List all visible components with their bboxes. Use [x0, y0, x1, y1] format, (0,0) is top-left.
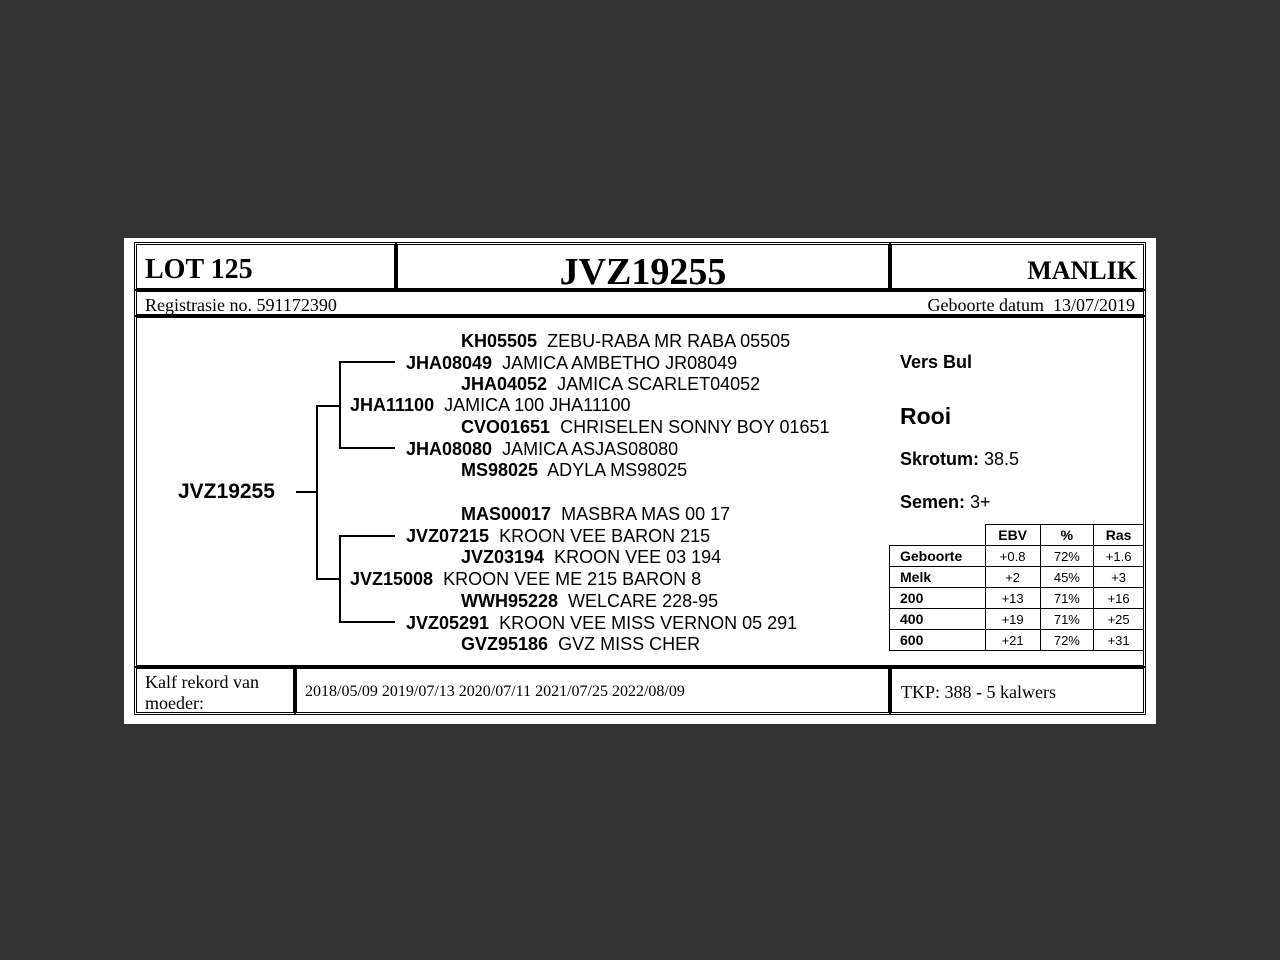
ebv-breed-average: +31: [1094, 630, 1144, 651]
pedigree-name: WELCARE 228-95: [568, 591, 719, 611]
pedigree-entry: [461, 374, 760, 395]
pedigree-name: JAMICA SCARLET04052: [557, 374, 761, 394]
calf-record-cell: [294, 666, 891, 715]
pedigree-code: JHA11100: [350, 395, 435, 415]
pedigree-entry: [461, 591, 718, 612]
ebv-row-label: 400: [890, 609, 986, 630]
ebv-accuracy: 71%: [1040, 588, 1094, 609]
pedigree-entry: [461, 460, 687, 481]
registration-label: Registrasie no.: [145, 295, 252, 315]
pedigree-entry: [406, 613, 797, 634]
pedigree-code: JHA08080: [406, 439, 493, 459]
subject-connector: [296, 491, 316, 493]
ebv-row: [890, 609, 1144, 630]
pedigree-subject: JVZ19255: [178, 480, 275, 503]
lot-number: LOT 125: [145, 254, 253, 285]
dam-connector: [316, 578, 340, 580]
pedigree-code: KH05505: [461, 331, 538, 351]
ebv-breed-average: +1.6: [1094, 546, 1144, 567]
pedigree-code: CVO01651: [461, 417, 551, 437]
sire-connector: [316, 405, 340, 407]
registration-number: 591172390: [256, 295, 337, 315]
pedigree-code: JHA04052: [461, 374, 548, 394]
ebv-header-row: [890, 525, 1144, 546]
ebv-value: +2: [985, 567, 1040, 588]
scrotum-label: Skrotum:: [900, 449, 980, 469]
pedigree-code: GVZ95186: [461, 634, 549, 654]
calf-record-label-line1: Kalf rekord van: [145, 672, 259, 692]
ebv-row-label: Melk: [890, 567, 986, 588]
pedigree-name: KROON VEE 03 194: [554, 547, 722, 567]
ebv-breed-average: +3: [1094, 567, 1144, 588]
pedigree-code: JVZ03194: [461, 547, 545, 567]
pedigree-entry: [406, 439, 678, 460]
pedigree-name: GVZ MISS CHER: [558, 634, 701, 654]
birth-info: [928, 295, 1135, 316]
ebv-accuracy: 72%: [1040, 630, 1094, 651]
sex-cell: [889, 242, 1146, 291]
pedigree-name: JAMICA AMBETHO JR08049: [502, 353, 738, 373]
ebv-row: [890, 567, 1144, 588]
pedigree-entry: [461, 547, 721, 568]
pedigree-entry: [461, 331, 790, 352]
calf-record-label-line2: moeder:: [145, 693, 204, 713]
ebv-header: %: [1040, 525, 1094, 546]
pedigree-code: JVZ15008: [350, 569, 434, 589]
tkp-cell: [889, 666, 1146, 715]
pedigree-name: KROON VEE BARON 215: [499, 526, 711, 546]
sex-label: MANLIK: [1027, 256, 1137, 285]
animal-type: Vers Bul: [900, 352, 973, 372]
pedigree-code: MAS00017: [461, 504, 552, 524]
ebv-row: [890, 588, 1144, 609]
ebv-row-label: 600: [890, 630, 986, 651]
scrotum-info: [900, 449, 1019, 470]
calf-record-dates: 2018/05/09 2019/07/13 2020/07/11 2021/07/25 2022/08/09: [305, 683, 685, 700]
ebv-accuracy: 45%: [1040, 567, 1094, 588]
semen-value: 3+: [970, 492, 991, 512]
ebv-header: Ras: [1094, 525, 1144, 546]
pedigree-name: KROON VEE ME 215 BARON 8: [443, 569, 702, 589]
semen-label: Semen:: [900, 492, 966, 512]
ebv-row: [890, 546, 1144, 567]
dam-dam-connector: [339, 621, 395, 623]
birth-date-label: Geboorte datum: [927, 295, 1044, 315]
animal-id-title: JVZ19255: [559, 251, 727, 293]
registration-row: [134, 289, 1146, 317]
pedigree-entry: [406, 353, 737, 374]
ebv-header-blank: [890, 525, 986, 546]
pedigree-code: JVZ05291: [406, 613, 490, 633]
scrotum-value: 38.5: [984, 449, 1020, 469]
pedigree-name: JAMICA ASJAS08080: [502, 439, 679, 459]
pedigree-name: KROON VEE MISS VERNON 05 291: [499, 613, 798, 633]
parents-bracket: [316, 405, 318, 580]
lot-card: [124, 238, 1156, 724]
pedigree-code: MS98025: [461, 460, 539, 480]
birth-date: 13/07/2019: [1052, 295, 1135, 315]
dam-bracket: [339, 535, 341, 623]
lot-cell: [134, 242, 397, 291]
dam-sire-connector: [339, 535, 395, 537]
ebv-accuracy: 72%: [1040, 546, 1094, 567]
pedigree-name: MASBRA MAS 00 17: [561, 504, 731, 524]
ebv-value: +19: [985, 609, 1040, 630]
pedigree-code: JVZ07215: [406, 526, 490, 546]
pedigree-entry: [350, 569, 701, 590]
pedigree-name: ZEBU-RABA MR RABA 05505: [547, 331, 791, 351]
ebv-header: EBV: [985, 525, 1040, 546]
ebv-value: +13: [985, 588, 1040, 609]
sire-dam-connector: [339, 447, 395, 449]
ebv-breed-average: +25: [1094, 609, 1144, 630]
tkp-summary: TKP: 388 - 5 kalwers: [901, 682, 1056, 702]
pedigree-entry: [461, 634, 700, 655]
pedigree-entry: [461, 417, 830, 438]
pedigree-name: CHRISELEN SONNY BOY 01651: [560, 417, 830, 437]
pedigree-entry: [406, 526, 710, 547]
pedigree-entry: [350, 395, 631, 416]
animal-id-cell: [395, 242, 891, 291]
semen-info: [900, 492, 991, 513]
calf-record-label: [145, 672, 259, 714]
ebv-row-label: Geboorte: [890, 546, 986, 567]
pedigree-entry: [461, 504, 730, 525]
ebv-row-label: 200: [890, 588, 986, 609]
sire-bracket: [339, 361, 341, 449]
animal-color: Rooi: [900, 403, 952, 429]
ebv-breed-average: +16: [1094, 588, 1144, 609]
calf-record-label-cell: [134, 666, 296, 715]
pedigree-name: ADYLA MS98025: [547, 460, 688, 480]
pedigree-code: JHA08049: [406, 353, 493, 373]
sire-sire-connector: [339, 361, 395, 363]
ebv-table: [889, 524, 1144, 651]
registration-info: [145, 295, 337, 316]
ebv-value: +0.8: [985, 546, 1040, 567]
pedigree-name: JAMICA 100 JHA11100: [444, 395, 631, 415]
ebv-value: +21: [985, 630, 1040, 651]
pedigree-code: WWH95228: [461, 591, 559, 611]
ebv-row: [890, 630, 1144, 651]
ebv-accuracy: 71%: [1040, 609, 1094, 630]
